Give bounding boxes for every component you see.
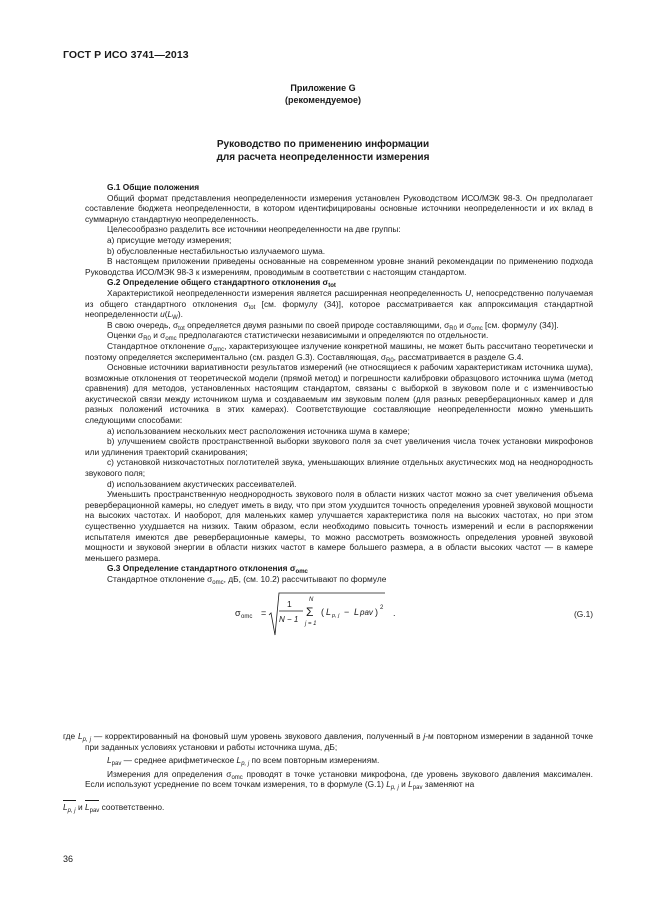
where-clause: где $L_{p, j}$ — корректированный на фоновый шум уровень звукового давления, полученный в j-м повторном измерении в заданной точке при заданных условиях установки и работы источника шума, дБ;	[63, 731, 594, 752]
paragraph: Целесообразно разделить все источники неопределенности на две группы:	[107, 224, 401, 235]
term-minus: −	[344, 606, 350, 617]
main-title-line1: Руководство по применению информации	[216, 139, 430, 150]
document-body	[85, 182, 593, 643]
list-item: d) использованием акустических рассеивателей.	[107, 478, 297, 489]
list-item: а) присущие методу измерения;	[107, 234, 232, 245]
term-L2: L	[354, 606, 360, 617]
term-L1-sub: p, j	[332, 612, 340, 619]
paragraph: Уменьшить пространственную неоднородность звукового поля в области низких частот можно за счет увеличения объема реверберационной камеры, но следует иметь в виду, что при этом ухудшится точность определения уровней звуковой мощности на высоких частотах. И наоборот, для маленьких камер улучшается характеристика поля на высоких частотах, но при этом существенно ухудшается на низких. Таким образом, если необходимо повысить точность измерений и если в распоряжении испытателя имеются две реверберационные камеры, то можно рассмотреть возможность определения уровней звуковой мощности и звуковой энергии в области низких частот в камере большего размера, а в области высоких частот — в камере меньшего размера.	[85, 489, 593, 563]
term-L2-sub: pav	[360, 607, 373, 617]
term-power: 2	[380, 604, 384, 611]
formula-lhs: σ	[235, 607, 241, 618]
term-open: (	[321, 606, 324, 617]
paragraph: В настоящем приложении приведены основанные на современном уровне знаний рекомендации по применению подхода Руководства ИСО/МЭК 98-3 к измерениям, проводимым в соответствии с настоящим стандартом.	[85, 256, 593, 277]
term-L1: L	[326, 606, 332, 617]
list-item: b) обусловленные нестабильностью излучаемого шума.	[107, 245, 326, 256]
fraction-denominator: N − 1	[279, 614, 299, 624]
paragraph: Стандартное отклонение $\sigma_{omc}$, дБ, (см. 10.2) рассчитывают по формуле	[107, 573, 387, 586]
appendix-title: Приложение G	[290, 83, 356, 93]
paragraph: Измерения для определения $\sigma_{omc}$ проводят в точке установки микрофона, где уровень звукового давления максимален. Если используют усреднение по всем точкам измерения, то в формуле (G.1) $L_{p, j}$ и $L_{pav}$ заменяют на	[85, 768, 593, 792]
term-close: )	[375, 606, 378, 617]
sum-upper: N	[309, 596, 314, 603]
fraction-numerator: 1	[287, 598, 292, 609]
sum-lower: j = 1	[305, 620, 317, 627]
list-item: b) улучшением свойств пространственной выборки звукового поля за счет увеличения числа точек установки микрофонов или удлинения траекторий сканирования;	[85, 436, 593, 457]
paragraph: Характеристикой неопределенности измерения является расширенная неопределенность U, непосредственно получаемая из общего стандартного отклонения $\sigma_{tot}$ [см. формулу (34)], которое рассматривается как аппроксимация стандартной неопределенности $u(L_W)$.	[85, 287, 593, 322]
replacement-note: $L_{p, j}$ и $L_{pav}$ соответственно.	[63, 801, 165, 814]
formula-graphic	[235, 591, 495, 641]
section-heading-g1: G.1 Общие положения	[107, 182, 200, 192]
main-title-line2: для расчета неопределенности измерения	[216, 152, 430, 163]
paragraph: В свою очередь, $\sigma_{tot}$ определяется двумя разными по своей природе составляющими, $\sigma_{R0}$ и $\sigma_{omc}$ [см. формулу (34)].	[107, 319, 559, 332]
paragraph: Общий формат представления неопределенности измерения установлен Руководством ИСО/МЭК 98-3. Он предполагает составление бюджета неопределенности, в котором идентифицированы основные источники неопределенности и их вклад в суммарную стандартную неопределенность.	[85, 192, 593, 224]
formula-equals: =	[261, 607, 267, 618]
formula-dot: .	[393, 607, 396, 618]
page-number: 36	[63, 854, 74, 864]
list-item: с) установкой низкочастотных поглотителей звука, уменьшающих влияние отдельных акустических мод на неоднородность звукового поля;	[85, 457, 593, 479]
paragraph: Стандартное отклонение $\sigma_{omc}$, характеризующее излучение конкретной машины, не может быть рассчитано теоретически и поэтому определяется экспериментально (см. раздел G.3). Составляющая, $\sigma_{R0}$, рассматривается в разделе G.4.	[85, 340, 593, 364]
list-item: а) использованием нескольких мест расположения источника шума в камере;	[107, 425, 410, 436]
appendix-status: (рекомендуемое)	[285, 95, 361, 105]
sum-sign: Σ	[306, 604, 314, 619]
paragraph: Оценки $\sigma_{R0}$ и $\sigma_{omc}$ предполагаются статистически независимыми и определяются по отдельности.	[107, 330, 489, 343]
formula-lhs-sub: omc	[241, 613, 253, 620]
formula-g1	[85, 585, 593, 643]
section-heading-g3: G.3 Определение стандартного отклонения $\sigma_{omc}$	[107, 563, 308, 576]
document-body-continued	[63, 731, 594, 814]
definition-lpav: $L_{pav}$ — среднее арифметическое $L_{p, j}$ по всем повторным измерениям.	[107, 755, 380, 768]
equation-number: (G.1)	[573, 608, 593, 619]
section-heading-g2: G.2 Определение общего стандартного отклонения $\sigma_{tot}$	[107, 277, 336, 290]
paragraph: Основные источники вариативности результатов измерений (не относящиеся к рабочим характеристикам источника шума), возможные отклонения от теоретической модели (прямой метод) и погрешности калибровки образцового источника шума (метод сравнения) для методов, установленных настоящим стандартом, связаны с выборкой в звуковом поле и с изменчивостью акустической связи между источником шума и создаваемым им звуковым полем (для разных реверберационных камер и для разных положений источника в этих камерах). Соответствующие составляющие неопределенности можно уменьшить следующими способами:	[85, 362, 593, 426]
document-code: ГОСТ Р ИСО 3741—2013	[63, 49, 189, 61]
